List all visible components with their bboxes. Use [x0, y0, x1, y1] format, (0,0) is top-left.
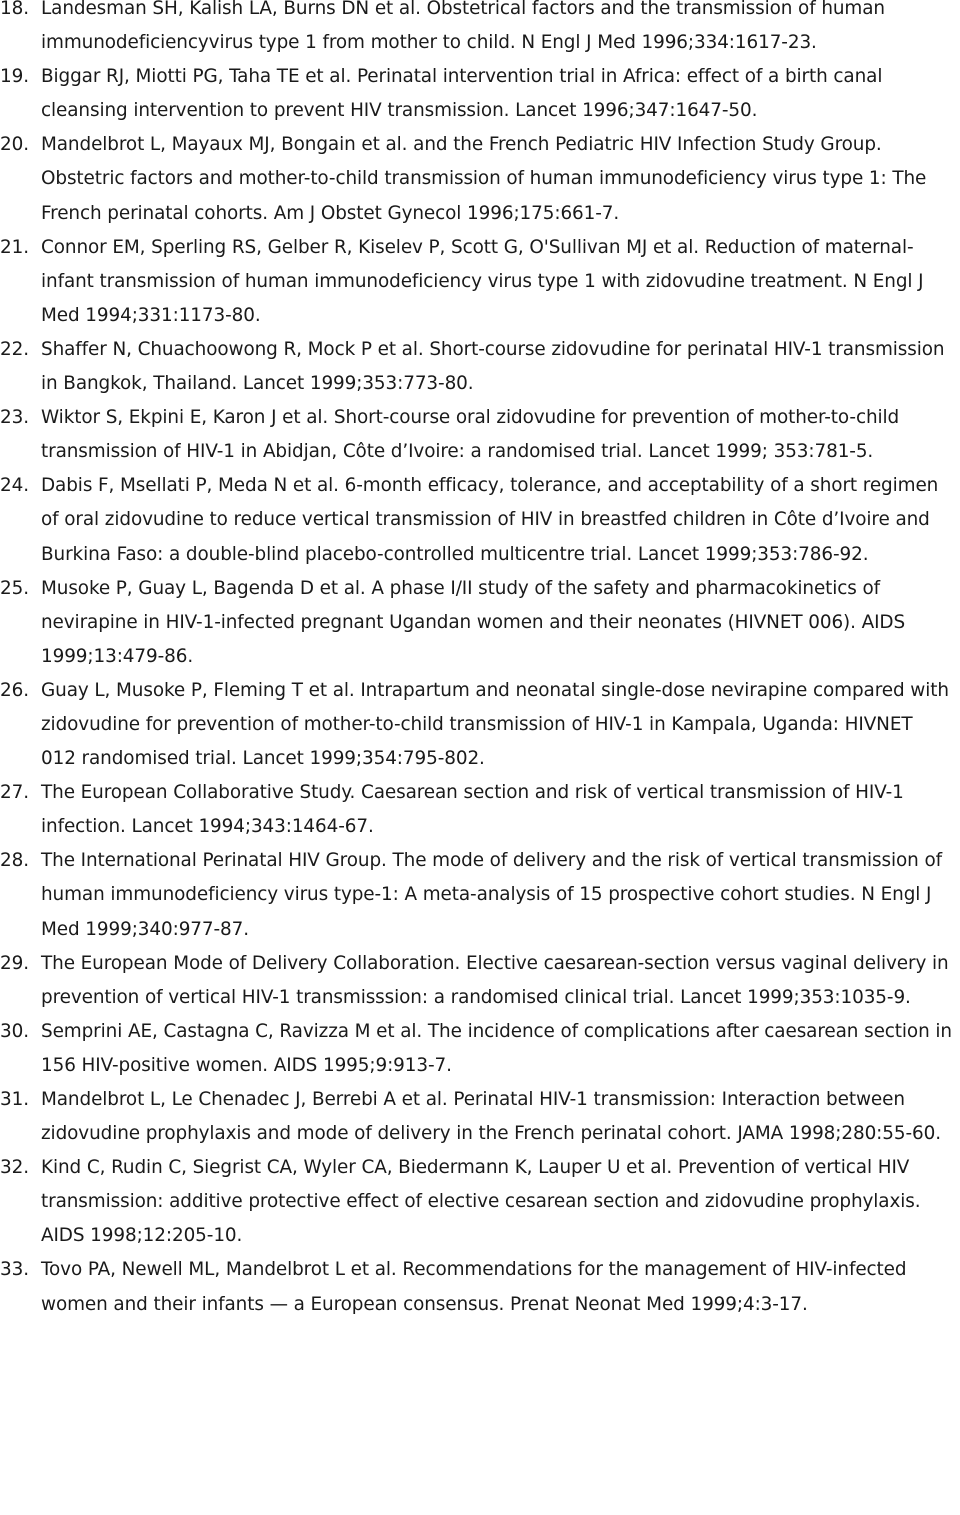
- reference-number: 32.: [0, 1157, 29, 1179]
- reference-item-18: [0, 0, 960, 60]
- reference-text: The European Collaborative Study. Caesarean section and risk of vertical transmission of HIV-1 infection. Lancet 1994;343:1464-67.: [41, 782, 904, 838]
- reference-number: 22.: [0, 338, 29, 360]
- reference-item-29: [0, 947, 960, 1015]
- reference-item-26: [0, 674, 960, 776]
- reference-item-22: [0, 333, 960, 401]
- reference-item-27: [0, 776, 960, 844]
- reference-item-21: [0, 231, 960, 333]
- reference-text: Connor EM, Sperling RS, Gelber R, Kiselev P, Scott G, O'Sullivan MJ et al. Reduction of maternal-infant transmission of human immunodeficiency virus type 1 with zidovudine treatment. N Engl J Med 1994;331:1173-80.: [41, 236, 924, 326]
- reference-item-32: [0, 1151, 960, 1253]
- reference-item-31: [0, 1083, 960, 1151]
- reference-text: Shaffer N, Chuachoowong R, Mock P et al. Short-course zidovudine for perinatal HIV-1 transmission in Bangkok, Thailand. Lancet 1999;353:773-80.: [41, 338, 945, 395]
- reference-text: The European Mode of Delivery Collaboration. Elective caesarean-section versus vaginal delivery in prevention of vertical HIV-1 transmisssion: a randomised clinical trial. Lancet 1999;353:1035-9.: [41, 952, 949, 1008]
- reference-number: 25.: [0, 577, 29, 599]
- reference-number: 31.: [0, 1089, 29, 1110]
- reference-text: Semprini AE, Castagna C, Ravizza M et al. The incidence of complications after caesarean section in 156 HIV-positive women. AIDS 1995;9:913-7.: [41, 1020, 952, 1076]
- reference-text: Landesman SH, Kalish LA, Burns DN et al. Obstetrical factors and the transmission of human immunodeficiencyvirus type 1 from mother to child. N Engl J Med 1996;334:1617-23.: [41, 0, 885, 54]
- reference-item-33: [0, 1253, 960, 1321]
- reference-number: 23.: [0, 407, 29, 429]
- reference-number: 21.: [0, 236, 29, 258]
- reference-item-28: [0, 844, 960, 946]
- reference-number: 30.: [0, 1020, 29, 1042]
- reference-item-25: [0, 572, 960, 674]
- reference-item-19: [0, 60, 960, 128]
- reference-text: Mandelbrot L, Mayaux MJ, Bongain et al. and the French Pediatric HIV Infection Study Group. Obstetric factors and mother-to-child transmission of human immunodeficiency virus type 1: The French perinatal cohorts. Am J Obstet Gynecol 1996;175:661-7.: [41, 134, 927, 224]
- reference-item-20: [0, 128, 960, 230]
- reference-text: Musoke P, Guay L, Bagenda D et al. A phase I/II study of the safety and pharmacokinetics of nevirapine in HIV-1-infected pregnant Ugandan women and their neonates (HIVNET 006). AIDS 1999;13:479-86.: [41, 577, 906, 667]
- reference-item-30: [0, 1015, 960, 1083]
- reference-number: 26.: [0, 679, 29, 701]
- reference-text: Kind C, Rudin C, Siegrist CA, Wyler CA, Biedermann K, Lauper U et al. Prevention of vertical HIV transmission: additive protective effect of elective cesarean section and zidovudine prophylaxis. AIDS 1998;12:205-10.: [41, 1157, 921, 1247]
- reference-number: 24.: [0, 475, 29, 497]
- reference-number: 29.: [0, 952, 29, 974]
- reference-text: Mandelbrot L, Le Chenadec J, Berrebi A et al. Perinatal HIV-1 transmission: Interaction between zidovudine prophylaxis and mode of delivery in the French perinatal cohort. JAMA 1998;280:55-60.: [41, 1089, 941, 1145]
- reference-text: Dabis F, Msellati P, Meda N et al. 6-month efficacy, tolerance, and acceptability of a short regimen of oral zidovudine to reduce vertical transmission of HIV in breastfed children in Côte d’Ivoire and Burkina Faso: a double-blind placebo-controlled multicentre trial. Lancet 1999;353:786-92.: [41, 475, 939, 565]
- reference-number: 19.: [0, 66, 29, 88]
- reference-item-23: [0, 401, 960, 469]
- reference-text: Guay L, Musoke P, Fleming T et al. Intrapartum and neonatal single-dose nevirapine compared with zidovudine for prevention of mother-to-child transmission of HIV-1 in Kampala, Uganda: HIVNET 012 randomised trial. Lancet 1999;354:795-802.: [41, 679, 949, 770]
- reference-text: Wiktor S, Ekpini E, Karon J et al. Short-course oral zidovudine for prevention of mother-to-child transmission of HIV-1 in Abidjan, Côte d’Ivoire: a randomised trial. Lancet 1999; 353:781-5.: [41, 407, 900, 463]
- reference-number: 28.: [0, 850, 29, 872]
- reference-text: The International Perinatal HIV Group. The mode of delivery and the risk of vertical transmission of human immunodeficiency virus type-1: A meta-analysis of 15 prospective cohort studies. N Engl J Med 1999;340:977-87.: [41, 850, 942, 940]
- reference-number: 33.: [0, 1259, 29, 1281]
- reference-text: Tovo PA, Newell ML, Mandelbrot L et al. Recommendations for the management of HIV-infected women and their infants — a European consensus. Prenat Neonat Med 1999;4:3-17.: [41, 1259, 907, 1315]
- reference-number: 27.: [0, 782, 29, 804]
- reference-text: Biggar RJ, Miotti PG, Taha TE et al. Perinatal intervention trial in Africa: effect of a birth canal cleansing intervention to prevent HIV transmission. Lancet 1996;347:1647-50.: [41, 66, 883, 122]
- reference-number: 18.: [0, 0, 29, 19]
- reference-item-24: [0, 469, 960, 571]
- reference-number: 20.: [0, 134, 29, 156]
